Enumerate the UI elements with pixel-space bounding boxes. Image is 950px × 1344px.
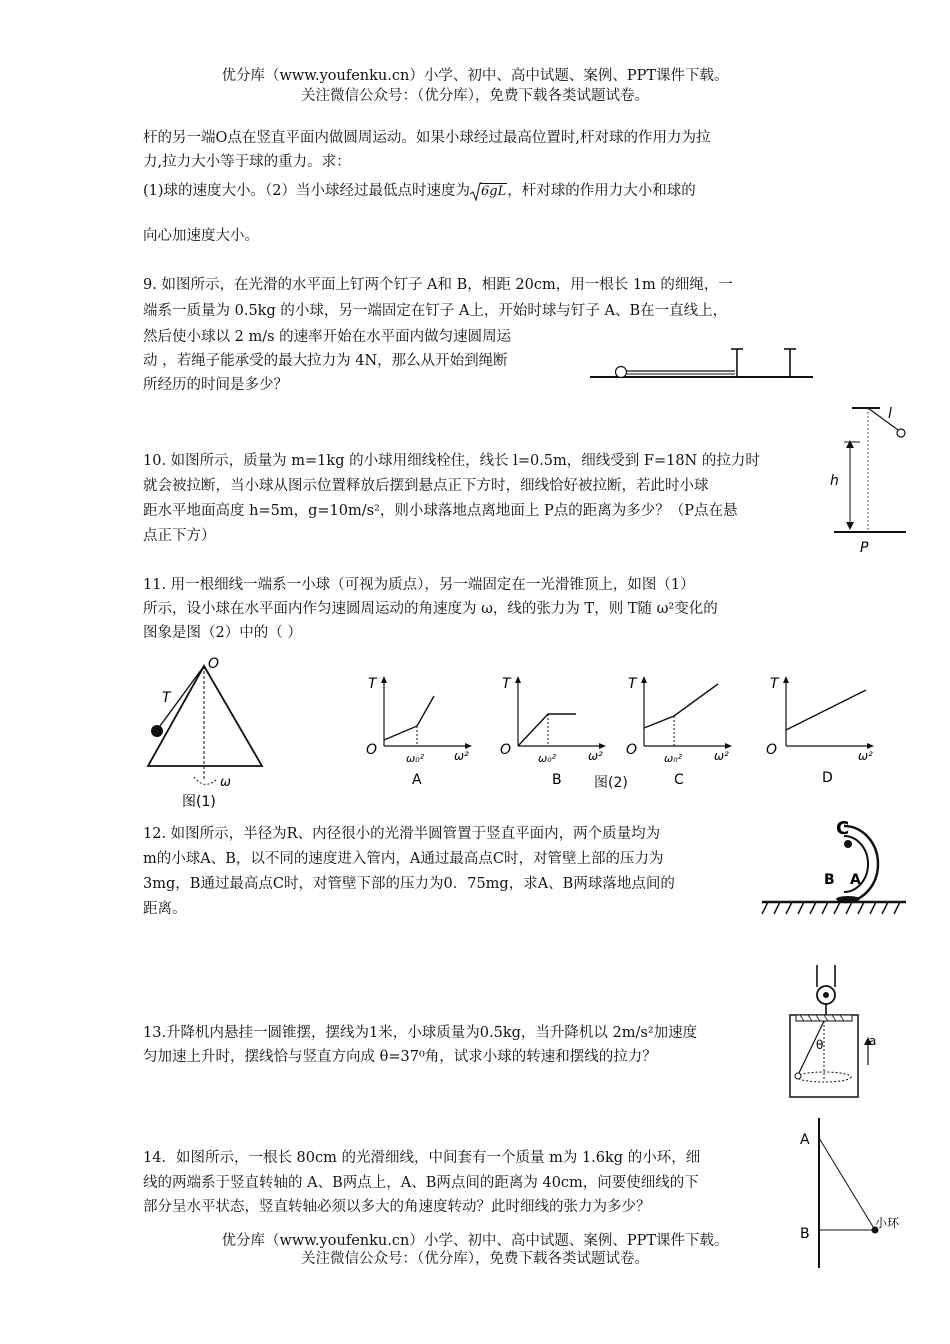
q14-line-2: 线的两端系于竖直转轴的 A、B两点上，A、B两点间的距离为 40cm，问要使细线的下 (143, 1175, 699, 1191)
q10-line-2: 就会被拉断，当小球从图示位置释放后摆到悬点正下方时，细线恰好被拉断，若此时小球 (143, 478, 709, 494)
label-a: A (850, 872, 861, 888)
graph-a (362, 670, 480, 790)
label-ring: 小环 (875, 1216, 900, 1230)
q8-line-2: 力,拉力大小等于球的重力。求： (143, 154, 351, 170)
axis-t-label: T (770, 676, 779, 692)
graph-d (762, 670, 886, 814)
option-d-label: D (822, 770, 833, 786)
y-arrow-icon (515, 676, 521, 683)
axis-w2-label: ω² (714, 749, 729, 763)
q8-line-3b: ，杆对球的作用力大小和球的 (507, 183, 696, 199)
q12-line-4: 距离。 (143, 901, 187, 917)
q9-line-4: 动 ，若绳子能承受的最大拉力为 4N，那么从开始到绳断 (143, 353, 508, 369)
arrow-up-icon (846, 440, 854, 448)
cone-shape (148, 666, 262, 766)
q8-line-3 (143, 180, 696, 203)
fig2-label: 图(2) (594, 775, 628, 791)
q8-line-3a: (1)球的速度大小。（2）当小球经过最低点时速度为 (143, 183, 471, 199)
q13-line-2: 匀加速上升时，摆线恰与竖直方向成 θ=37⁰角，试求小球的转速和摆线的拉力？ (143, 1049, 657, 1065)
sqrt-expression (470, 181, 507, 203)
omega0-label: ω₀² (664, 752, 683, 765)
label-a: a (869, 1034, 877, 1048)
q12-figure (758, 818, 910, 923)
curve-line (786, 690, 866, 730)
q11-line-2: 所示，设小球在水平面内作匀速圆周运动的角速度为 ω，线的张力为 T，则 T随 ω²变化的 (143, 601, 718, 617)
axis-w2-label: ω² (858, 749, 873, 763)
label-b: B (824, 872, 835, 888)
option-a-label: A (412, 772, 422, 788)
q9-line-5: 所经历的时间是多少？ (143, 377, 288, 393)
q10-line-1: 10. 如图所示，质量为 m=1kg 的小球用细线栓住，线长 l=0.5m，细线受到 F=18N 的拉力时 (143, 453, 760, 469)
rotation-arrow-icon (194, 777, 216, 784)
curve-line (518, 714, 576, 746)
option-c-label: C (674, 772, 684, 788)
label-t: T (162, 690, 171, 706)
axis-o-label: O (366, 742, 378, 758)
string-slanted (819, 1138, 875, 1230)
ball-icon (795, 1073, 801, 1079)
q10-line-3: 距水平地面高度 h=5m，g=10m/s²，则小球落地点离地面上 P点的距离为多少？（P点在悬 (143, 503, 738, 519)
q8-line-1: 杆的另一端O点在竖直平面内做圆周运动。如果小球经过最高位置时,杆对球的作用力为拉 (143, 130, 711, 146)
axis-o-label: O (766, 742, 778, 758)
elevator-box (790, 1015, 858, 1097)
graph-c (622, 670, 742, 794)
axis-o-label: O (626, 742, 638, 758)
q12-line-1: 12. 如图所示，半径为R、内径很小的光滑半圆管置于竖直平面内，两个质量均为 (143, 826, 661, 842)
footer-line-1: 优分库（www.youfenku.cn）小学、初中、高中试题、案例、PPT课件下载。 (221, 1233, 729, 1249)
option-b-label: B (552, 772, 562, 788)
axis-t-label: T (628, 676, 637, 692)
q9-line-1: 9. 如图所示，在光滑的水平面上钉两个钉子 A和 B，相距 20cm，用一根长 1m 的细绳，一 (143, 277, 733, 293)
ground-hatch (762, 902, 900, 914)
q13-figure (784, 965, 884, 1100)
arrow-down-icon (846, 522, 854, 530)
footer-line-2: 关注微信公众号：（优分库），免费下载各类试题试卷。 (301, 1251, 649, 1267)
q9-line-2: 端系一质量为 0.5kg 的小球，另一端固定在钉子 A上，开始时球与钉子 A、B在一直线上， (143, 303, 728, 319)
q11-line-3: 图象是图（2）中的（ ） (143, 625, 302, 641)
q9-figure (585, 340, 817, 385)
label-a: A (800, 1132, 810, 1148)
label-l: l (888, 406, 892, 422)
curve-line (644, 684, 718, 728)
q11-line-1: 11. 用一根细线一端系一小球（可视为质点），另一端固定在一光滑锥顶上，如图（1） (143, 577, 695, 593)
sqrt-sign-icon (470, 182, 482, 202)
omega0-label: ω₀² (406, 752, 425, 765)
y-arrow-icon (783, 676, 789, 683)
axis-w2-label: ω² (588, 749, 603, 763)
ball-bottom-icon (836, 896, 860, 902)
omega0-label: ω₀² (538, 752, 557, 765)
label-theta: θ (816, 1038, 824, 1052)
axis-t-label: T (368, 676, 377, 692)
label-c: C (836, 818, 850, 839)
q13-line-1: 13.升降机内悬挂一圆锥摆，摆线为1米，小球质量为0.5kg，当升降机以 2m/s²加速度 (143, 1025, 698, 1041)
label-omega: ω (220, 775, 231, 790)
fig1-label: 图(1) (182, 794, 216, 810)
q10-figure (822, 400, 912, 560)
q12-line-3: 3mg，B通过最高点C时，对管壁下部的压力为0．75mg，求A、B两球落地点间的 (143, 876, 675, 892)
y-arrow-icon (641, 676, 647, 683)
pulley-hub-icon (823, 992, 829, 998)
header-line-2: 关注微信公众号：（优分库），免费下载各类试题试卷。 (301, 88, 649, 104)
axis-w2-label: ω² (454, 749, 469, 763)
q12-line-2: m的小球A、B，以不同的速度进入管内，A通过最高点C时，对管壁上部的压力为 (143, 851, 664, 867)
q8-line-4: 向心加速度大小。 (143, 228, 259, 244)
q11-cone-figure (138, 652, 273, 814)
curve-line (384, 696, 434, 740)
label-h: h (830, 473, 839, 489)
ball-icon (151, 725, 163, 737)
label-b: B (800, 1226, 810, 1242)
y-arrow-icon (381, 676, 387, 683)
q14-line-3: 部分呈水平状态，竖直转轴必须以多大的角速度转动？此时细线的张力为多少？ (143, 1199, 651, 1215)
header-line-1: 优分库（www.youfenku.cn）小学、初中、高中试题、案例、PPT课件下载。 (221, 68, 729, 84)
axis-t-label: T (502, 676, 511, 692)
ball-top-icon (844, 840, 852, 848)
string-line (868, 408, 898, 430)
axis-o-label: O (500, 742, 512, 758)
ball-icon (897, 429, 905, 437)
ball-icon (616, 367, 627, 378)
q9-line-3: 然后使小球以 2 m/s 的速率开始在水平面内做匀速圆周运 (143, 329, 512, 345)
sqrt-radicand: 6gL (481, 184, 507, 199)
q10-line-4: 点正下方） (143, 528, 216, 544)
q14-line-1: 14．如图所示，一根长 80cm 的光滑细线，中间套有一个质量 m为 1.6kg 的小环，细 (143, 1150, 701, 1166)
label-o: O (208, 656, 220, 672)
label-p: P (860, 540, 869, 556)
